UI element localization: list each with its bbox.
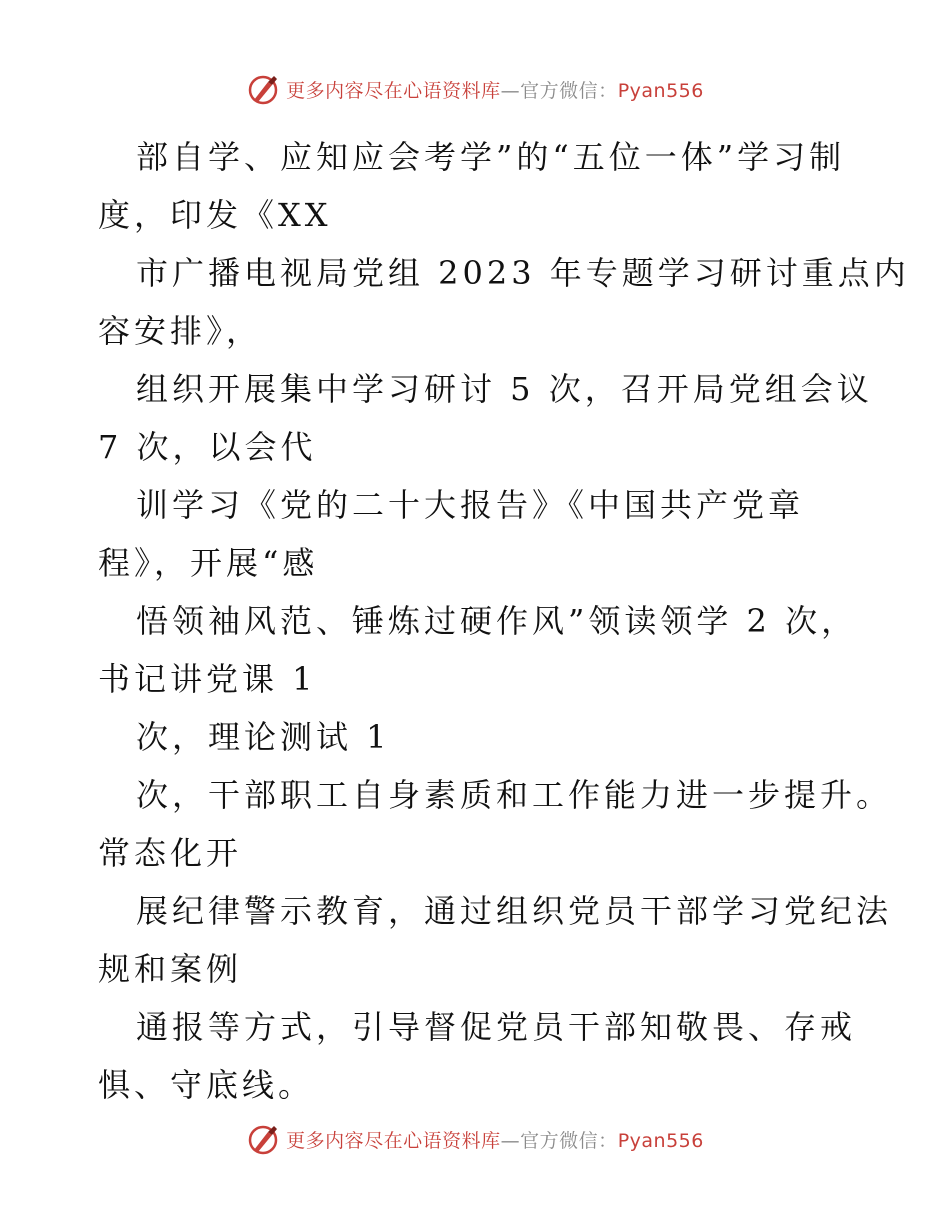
paragraph-line: 次，干部职工自身素质和工作能力进一步提升。 [136,776,893,814]
paragraph-line: 容安排》， [98,312,263,350]
pen-logo-icon [246,72,280,106]
banner-wechat-label: 官方微信： [520,1129,618,1152]
paragraph-line: 次，理论测试 1 [136,718,391,756]
paragraph-line: 常态化开 [98,834,243,872]
paragraph-line: 度，印发《XX [98,196,332,234]
banner-wechat-id: Pyan556 [617,1129,704,1152]
paragraph-line: 程》，开展“感 [98,544,319,582]
paragraph-line: 惧、守底线。 [98,1066,315,1104]
footer-banner [0,1122,950,1156]
paragraph-line: 市广播电视局党组 2023 年专题学习研讨重点内 [136,254,910,292]
banner-text [286,1126,704,1153]
banner-dash: — [500,79,521,102]
paragraph-line: 组织开展集中学习研讨 5 次，召开局党组会议 [136,370,873,408]
paragraph-line: 部自学、应知应会考学”的“五位一体”学习制 [136,138,846,176]
pen-logo-icon [246,1122,280,1156]
paragraph-line: 书记讲党课 1 [98,660,317,698]
banner-brand: 更多内容尽在心语资料库 [286,1129,501,1152]
paragraph-line: 悟领袖风范、锤炼过硬作风”领读领学 2 次， [136,602,858,640]
banner-brand: 更多内容尽在心语资料库 [286,79,501,102]
paragraph-line: 规和案例 [98,950,243,988]
paragraph-line: 训学习《党的二十大报告》《中国共产党章 [136,486,805,524]
header-banner [0,72,950,106]
document-body [98,128,910,1114]
banner-dash: — [500,1129,521,1152]
paragraph-line: 通报等方式，引导督促党员干部知敬畏、存戒 [136,1008,857,1046]
paragraph-line: 展纪律警示教育，通过组织党员干部学习党纪法 [136,892,893,930]
banner-wechat-label: 官方微信： [520,79,618,102]
banner-text [286,76,704,103]
paragraph-line: 7 次，以会代 [98,428,317,466]
banner-wechat-id: Pyan556 [617,79,704,102]
